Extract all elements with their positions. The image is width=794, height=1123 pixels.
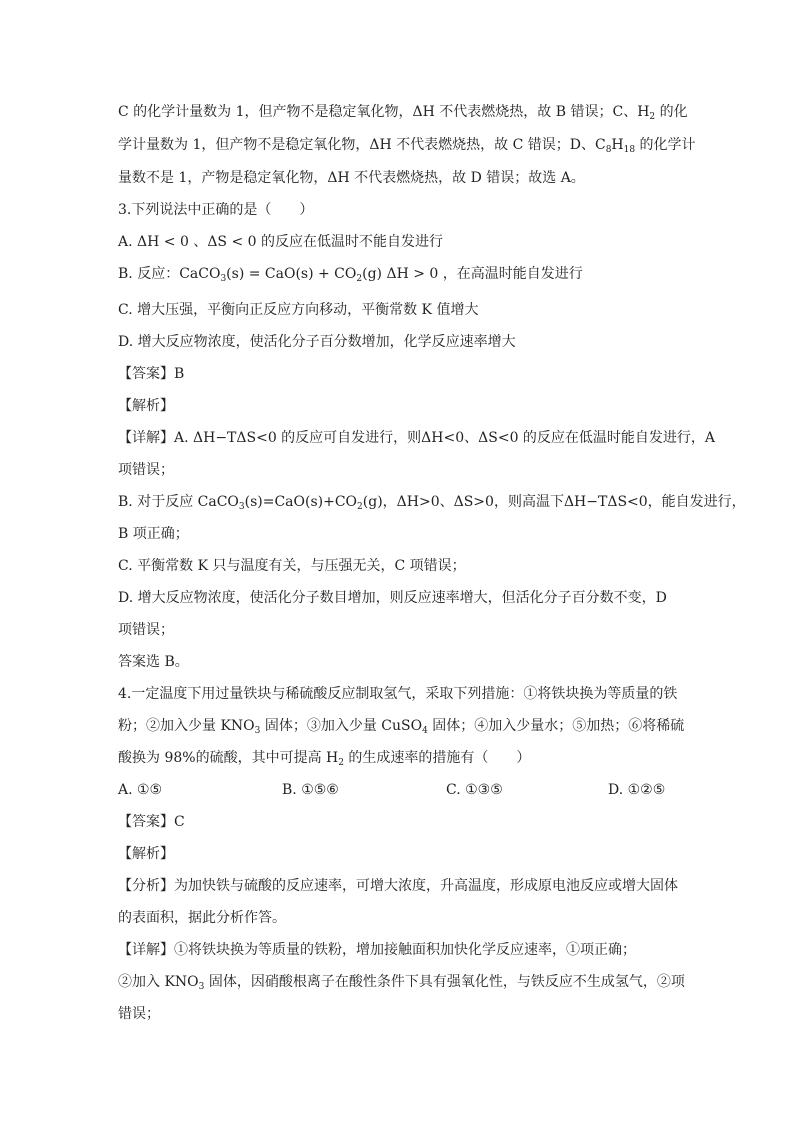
- explanation-line: 项错误；: [118, 462, 174, 478]
- answer-label: 【答案】C: [118, 814, 185, 830]
- answer-label: 【答案】B: [118, 366, 185, 382]
- explanation-line: 【详解】①将铁块换为等质量的铁粉，增加接触面积加快化学反应速率，①项正确；: [118, 942, 636, 958]
- analysis-line: 【分析】为加快铁与硫酸的反应速率，可增大浓度，升高温度，形成原电池反应或增大固体: [118, 878, 678, 894]
- explanation-line: 项错误；: [118, 622, 174, 638]
- question-3-option-d: D. 增大反应物浓度，使活化分子百分数增加，化学反应速率增大: [118, 334, 516, 350]
- question-4-stem: 酸换为 98%的硫酸，其中可提高 $H_2$ 的生成速率的措施有（ ）: [118, 750, 531, 768]
- question-3-option-b: B. 反应：CaCO$_3$(s) = $CaO(s) + CO_2(g) \Delta H > 0$ ，在高温时能自发进行: [118, 266, 583, 284]
- explanation-line: D. 增大反应物浓度，使活化分子数目增加，则反应速率增大，但活化分子百分数不变，D: [118, 590, 667, 606]
- explanation-line: B. 对于反应 $CaCO_3(s)=CaO(s)+CO_2(g)$，ΔH>0、ΔS>0，则高温下ΔH−TΔS<0，能自发进行，: [118, 494, 746, 512]
- question-4-option-b: B. ①⑤⑥: [282, 782, 339, 798]
- question-4-option-c: C. ①③⑤: [446, 782, 503, 798]
- question-3-option-a: A. ΔH < 0 、ΔS < 0 的反应在低温时不能自发进行: [118, 234, 444, 250]
- analysis-line: 的表面积，据此分析作答。: [118, 910, 286, 926]
- analysis-label: 【解析】: [118, 398, 174, 414]
- question-4-options: [118, 782, 678, 798]
- explanation-line: 错误；: [118, 1006, 160, 1022]
- paragraph-line: 学计量数为 1，但产物不是稳定氧化物，ΔH 不代表燃烧热，故 C 错误；D、$C_8H_{18}$ 的化学计: [118, 137, 696, 155]
- question-4-stem: 4.一定温度下用过量铁块与稀硫酸反应制取氢气，采取下列措施：①将铁块换为等质量的铁: [118, 686, 678, 702]
- question-4-option-a: A. ①⑤: [118, 782, 163, 798]
- question-4-option-d: D. ①②⑤: [608, 782, 666, 798]
- analysis-label: 【解析】: [118, 846, 174, 862]
- answer-conclusion: 答案选 B。: [118, 654, 189, 670]
- question-3-stem: 3.下列说法中正确的是（ ）: [118, 202, 314, 218]
- explanation-line: ②加入 $KNO_3$ 固体，因硝酸根离子在酸性条件下具有强氧化性，与铁反应不生成氢气，②项: [118, 974, 685, 992]
- paragraph-line: C 的化学计量数为 1，但产物不是稳定氧化物，ΔH 不代表燃烧热，故 B 错误；C、$H_2$ 的化: [118, 104, 688, 122]
- question-3-option-c: C. 增大压强，平衡向正反应方向移动，平衡常数 K 值增大: [118, 302, 479, 318]
- explanation-line: C. 平衡常数 K 只与温度有关，与压强无关，C 项错误；: [118, 558, 466, 574]
- paragraph-line: 量数不是 1，产物是稳定氧化物，ΔH 不代表燃烧热，故 D 错误；故选 A。: [118, 170, 585, 186]
- question-4-stem: 粉；②加入少量 $KNO_3$ 固体；③加入少量 CuSO$_4$ 固体；④加入少量水；⑤加热；⑥将稀硫: [118, 718, 685, 736]
- explanation-line: B 项正确；: [118, 526, 189, 542]
- explanation-line: 【详解】A. ΔH−TΔS<0 的反应可自发进行，则ΔH<0、ΔS<0 的反应在低温时能自发进行，A: [118, 430, 716, 446]
